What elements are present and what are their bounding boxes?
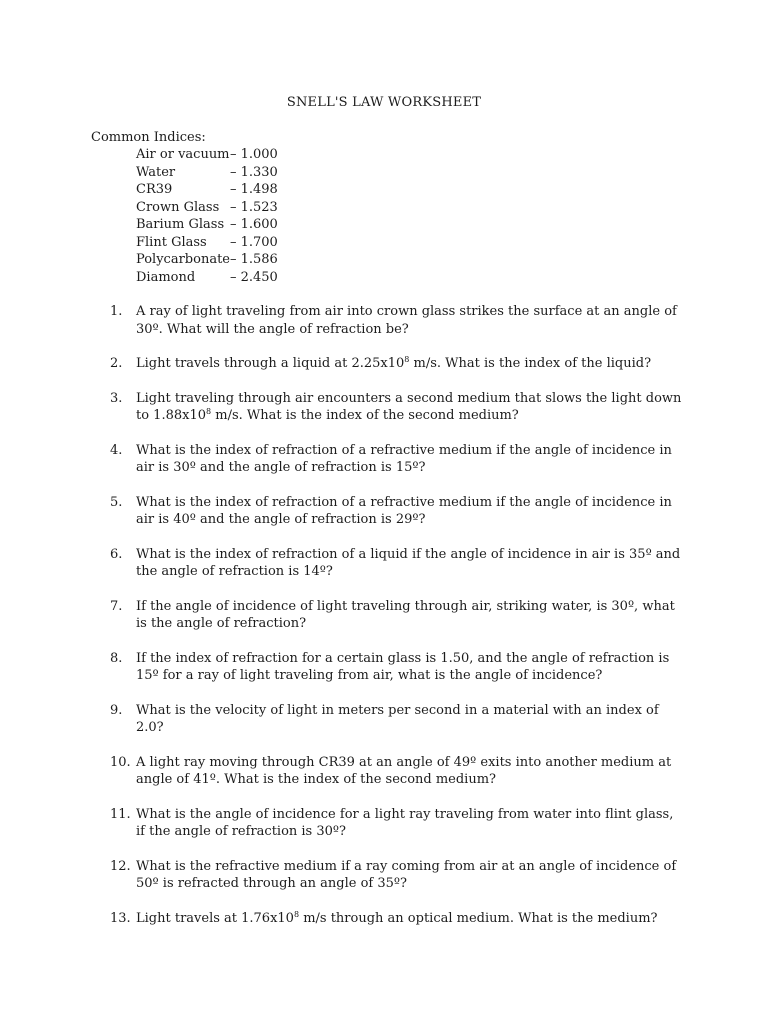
question-text: What is the refractive medium if a ray coming from air at an angle of incidence of 50º is refracted through an angle of 35º? [136, 858, 677, 891]
material-name: Crown Glass [136, 199, 220, 215]
index-value: – 1.700 [229, 234, 278, 250]
question-text: Light traveling through air encounters a second medium that slows the light down to $1.88x10^8$ m/s. What is the index of the second medium? [136, 390, 682, 423]
index-value: – 1.330 [229, 164, 278, 180]
question-number: 13. [110, 910, 131, 926]
question-text: A light ray moving through CR39 at an angle of 49º exits into another medium at angle of 41º. What is the index of the second medium? [136, 754, 672, 787]
material-name: Barium Glass [136, 217, 225, 232]
index-value: – 1.600 [229, 217, 278, 232]
indices-heading: Common Indices: [91, 130, 206, 145]
material-name: CR39 [136, 182, 173, 197]
question-number: 9. [110, 702, 123, 718]
material-name: Diamond [136, 269, 196, 285]
question-item [110, 702, 682, 737]
question-number: 2. [110, 356, 123, 371]
question-item [110, 650, 682, 685]
index-value: – 1.523 [229, 199, 278, 215]
index-row [136, 164, 278, 182]
question-number: 7. [110, 598, 123, 614]
question-item [110, 598, 682, 633]
question-list [110, 303, 682, 927]
question-text: What is the velocity of light in meters per second in a material with an index of 2.0? [136, 702, 659, 735]
question-item [110, 858, 682, 893]
question-number: 10. [110, 754, 131, 770]
material-name: Flint Glass [136, 234, 207, 250]
question-text: If the index of refraction for a certain glass is 1.50, and the angle of refraction is 15º for a ray of light traveling from air, what is the angle of incidence? [136, 650, 670, 683]
question-number: 4. [110, 442, 123, 458]
question-text: What is the index of refraction of a refractive medium if the angle of incidence in air is 30º and the angle of refraction is 15º? [136, 442, 672, 475]
material-name: Air or vacuum [136, 147, 230, 162]
question-item [110, 355, 682, 373]
index-row [136, 251, 278, 269]
question-item [110, 754, 682, 789]
question-text: What is the index of refraction of a liquid if the angle of incidence in air is 35º and the angle of refraction is 14º? [136, 546, 681, 579]
question-text: A ray of light traveling from air into crown glass strikes the surface at an angle of 30º. What will the angle of refraction be? [136, 304, 677, 337]
index-row [136, 269, 278, 287]
index-row [136, 234, 278, 252]
question-text: What is the index of refraction of a refractive medium if the angle of incidence in air is 40º and the angle of refraction is 29º? [136, 494, 672, 527]
index-row [136, 216, 278, 234]
question-number: 6. [110, 546, 123, 562]
question-item [110, 390, 682, 425]
question-item [110, 910, 682, 928]
page-title: SNELL'S LAW WORKSHEET [286, 95, 482, 110]
question-number: 1. [110, 304, 123, 319]
question-item [110, 806, 682, 841]
question-item [110, 546, 682, 581]
question-number: 5. [110, 494, 123, 510]
question-text: Light travels through a liquid at $2.25x10^8$ m/s. What is the index of the liquid? [136, 355, 652, 371]
index-value: – 1.498 [229, 182, 278, 197]
index-row [136, 146, 278, 164]
indices-table [136, 146, 278, 286]
index-row [136, 199, 278, 217]
question-text: Light travels at $1.76x10^8$ m/s through an optical medium. What is the medium? [136, 909, 658, 926]
question-number: 11. [110, 806, 131, 822]
question-text: What is the angle of incidence for a light ray traveling from water into flint glass, if the angle of refraction is 30º? [136, 806, 674, 839]
question-number: 12. [110, 858, 131, 874]
question-item [110, 442, 682, 477]
index-row [136, 181, 278, 199]
question-number: 8. [110, 650, 123, 666]
index-value: – 2.450 [229, 269, 278, 285]
question-item [110, 494, 682, 529]
question-number: 3. [110, 390, 123, 406]
question-item [110, 303, 682, 338]
material-name: Polycarbonate [136, 252, 230, 267]
question-text: If the angle of incidence of light traveling through air, striking water, is 30º, what is the angle of refraction? [136, 598, 675, 631]
index-value: – 1.000 [229, 147, 278, 162]
index-value: – 1.586 [229, 252, 278, 267]
material-name: Water [136, 164, 176, 180]
